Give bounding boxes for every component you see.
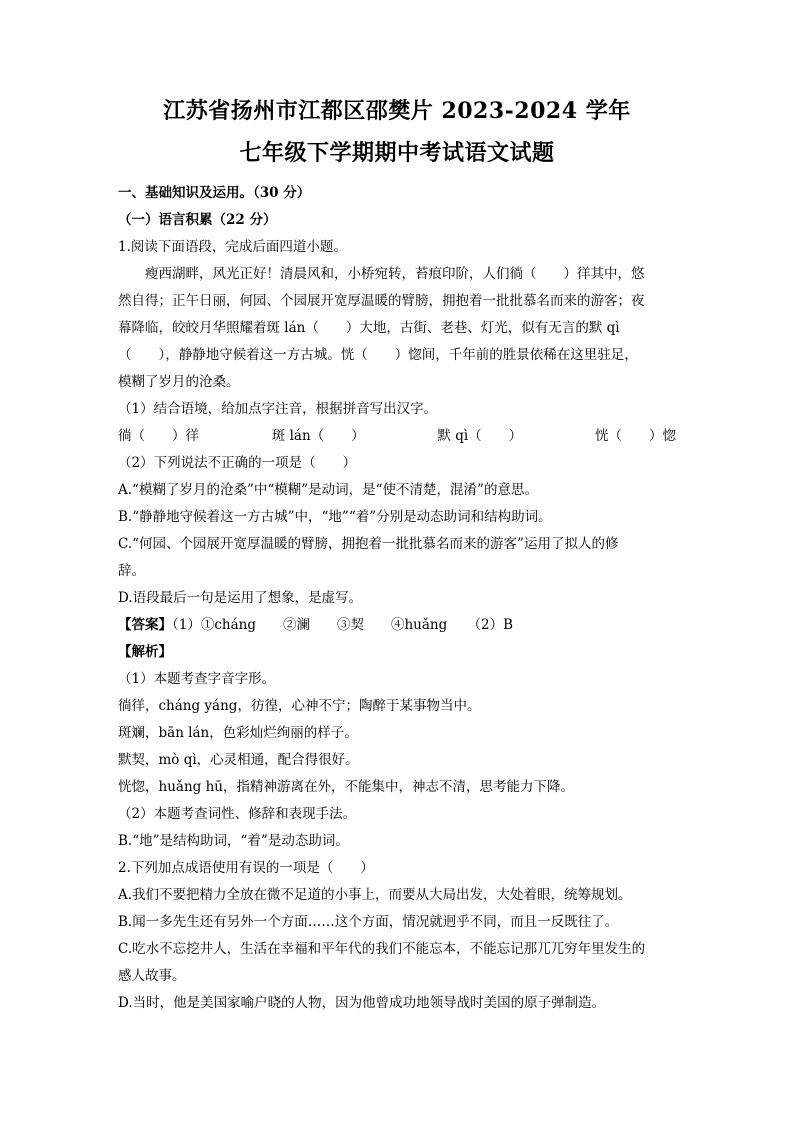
analysis-line: （2）本题考查词性、修辞和表现手法。 <box>118 806 357 822</box>
passage-line: 然自得；正午日丽，何园、个园展开宽厚温暖的臂膀，拥抱着一批批慕名而来的游客；夜 <box>118 293 645 309</box>
option-c: C.吃水不忘挖井人，生活在幸福和平年代的我们不能忘本，不能忘记那兀兀穷年里发生的 <box>118 941 646 957</box>
fill-item: 恍（ ）惚 <box>594 428 676 444</box>
analysis-line: B.“地”是结构助词，“着”是动态助词。 <box>118 833 349 849</box>
question-1-stem: 1.阅读下面语段，完成后面四道小题。 <box>118 239 347 255</box>
answer-line <box>118 612 676 639</box>
question-1-sub-2: （2）下列说法不正确的一项是（ ） <box>118 455 357 471</box>
answer-text: （1）①cháng ②澜 ③契 ④huǎng （2）B <box>172 617 514 633</box>
passage-line: 模糊了岁月的沧桑。 <box>118 374 240 390</box>
analysis-line: 徜徉，cháng yáng，彷徨，心神不宁；陶醉于某事物当中。 <box>118 698 481 714</box>
option-a: A.我们不要把精力全放在微不足道的小事上，而要从大局出发，大处着眼，统筹规划。 <box>118 887 632 903</box>
option-c: C.“何园、个园展开宽厚温暖的臂膀，拥抱着一批批慕名而来的游客”运用了拟人的修 <box>118 536 619 552</box>
passage-line: 幕降临，皎皎月华照耀着斑 lán（ ）大地，古街、老巷、灯光，似有无言的默 qì <box>118 320 620 336</box>
option-b: B.“静静地守候着这一方古城”中，“地”“着”分别是动态助词和结构助词。 <box>118 509 552 525</box>
answer-label: 【答案】 <box>118 617 172 633</box>
analysis-line: 恍惚，huǎng hū，指精神游离在外，不能集中，神志不清，思考能力下降。 <box>118 779 574 795</box>
fill-item: 徜（ ）徉 <box>118 428 199 444</box>
option-d: D.当时，他是美国家喻户晓的人物，因为他曾成功地领导战时美国的原子弹制造。 <box>118 995 606 1011</box>
fill-item: 默 qì（ ） <box>437 428 523 444</box>
page-title: 江苏省扬州市江都区邵樊片 2023-2024 学年 <box>163 98 631 124</box>
analysis-line: 默契，mò qì，心灵相通，配合得很好。 <box>118 752 359 768</box>
question-1-sub-1: （1）结合语境，给加点字注音，根据拼音写出汉字。 <box>118 401 438 417</box>
section-heading: 一、基础知识及运用。（30 分） <box>118 185 311 201</box>
analysis-line: 斑斓，bān lán，色彩灿烂绚丽的样子。 <box>118 725 358 741</box>
passage-line: （ ），静静地守候着这一方古城。恍（ ）惚间，千年前的胜景依稀在这里驻足， <box>118 347 638 363</box>
option-b: B.闻一多先生还有另外一个方面……这个方面，情况就迥乎不同，而且一反既往了。 <box>118 914 619 930</box>
question-2-stem: 2.下列加点成语使用有误的一项是（ ） <box>118 860 374 876</box>
option-a: A.“模糊了岁月的沧桑”中“模糊”是动词，是“使不清楚，混淆”的意思。 <box>118 482 538 498</box>
subsection-heading: （一）语言积累（22 分） <box>118 212 277 228</box>
analysis-line: （1）本题考查字音字形。 <box>118 671 276 687</box>
fill-item: 斑 lán（ ） <box>271 428 365 444</box>
option-c-continued: 感人故事。 <box>118 968 186 984</box>
passage-line: 瘦西湖畔，风光正好！清晨风和，小桥宛转，苔痕印阶，人们徜（ ）徉其中，悠 <box>145 266 645 282</box>
option-d: D.语段最后一句是运用了想象，是虚写。 <box>118 590 363 606</box>
page-subtitle: 七年级下学期期中考试语文试题 <box>239 140 555 166</box>
analysis-label: 【解析】 <box>118 644 172 660</box>
fill-blank-row <box>118 423 676 450</box>
option-c-continued: 辞。 <box>118 563 145 579</box>
